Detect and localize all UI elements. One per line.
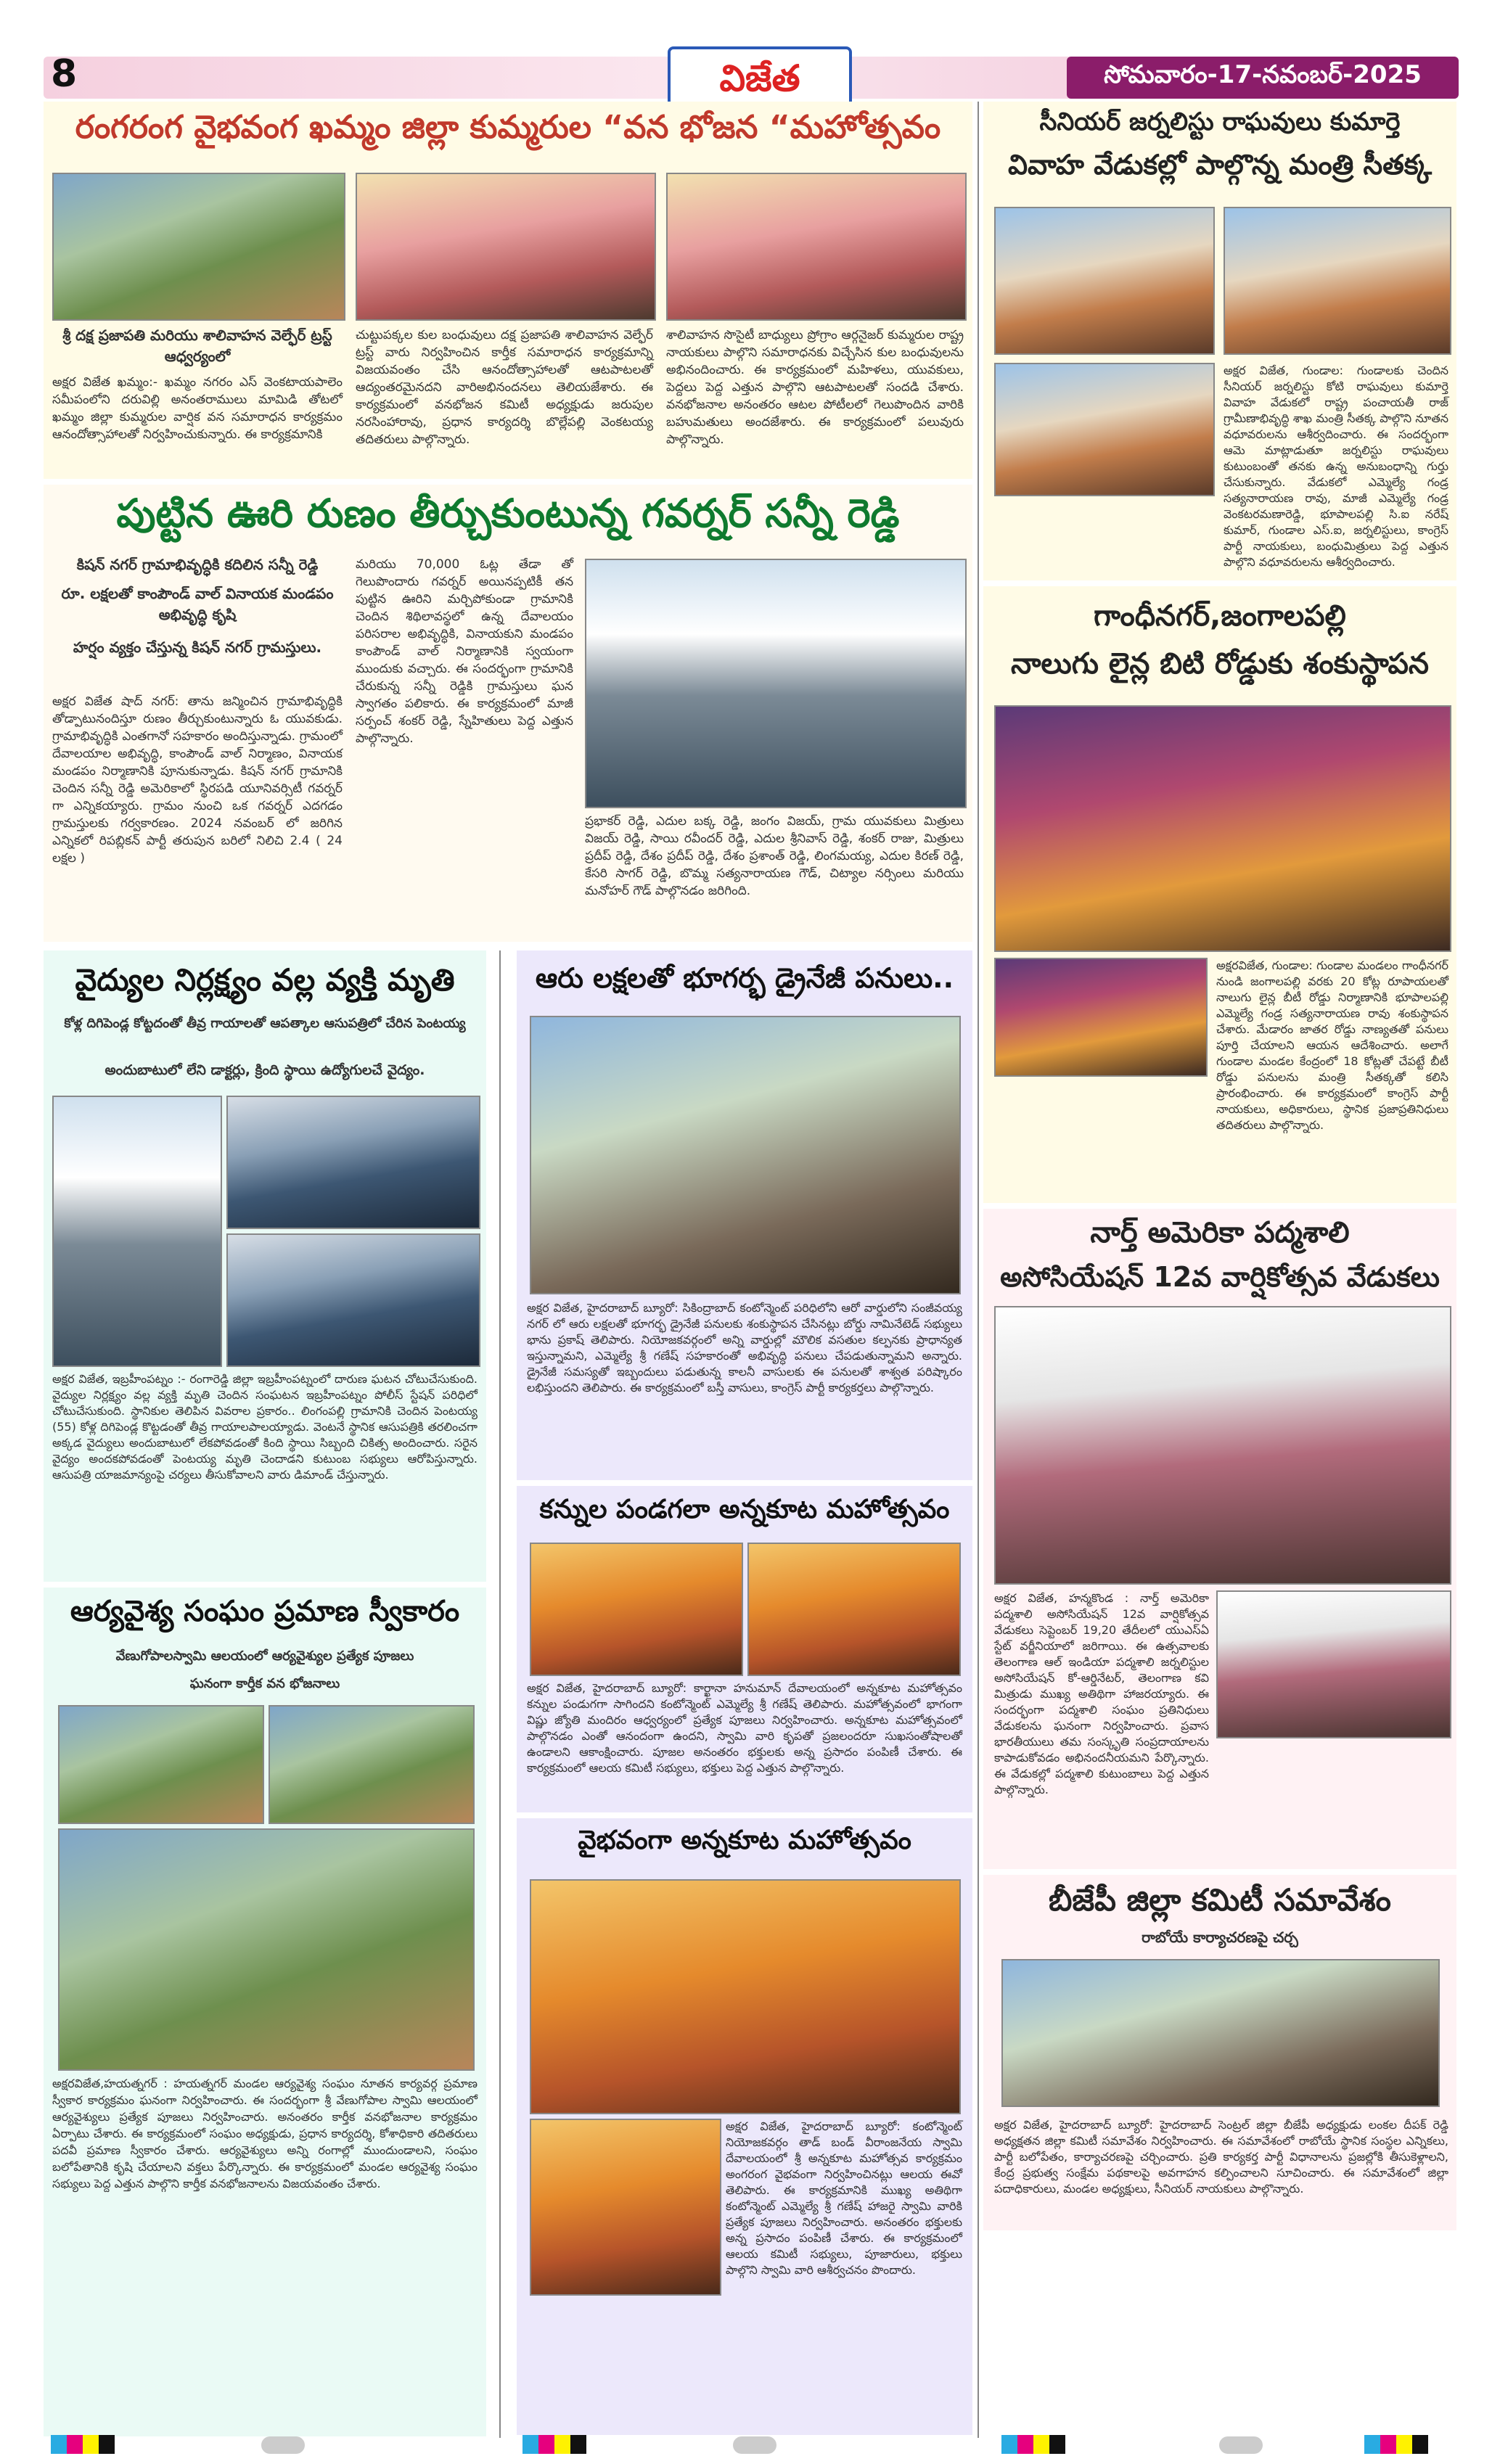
story-seethakka-body: అక్షర విజేత, గుండాల: గుండాలకు చెందిన సీనియర్ జర్నలిస్టు కోటి రాఘవులు కుమార్తె వివాహ వేడుకలో రాష్ట్ర పంచాయతీ రాజ్ గ్రామీణాభివృద్ధి శాఖ మంత్రి సీతక్క పాల్గొని నూతన వధూవరులను ఆశీర్వదించారు. ఈ సందర్భంగా ఆమె మాట్లాడుతూ జర్నలిస్టు రాఘవులు కుటుంబంతో తనకు ఉన్న అనుబంధాన్ని గుర్తు చేసుకున్నారు. వేడుకలో ఎమ్మెల్యే గండ్ర సత్యనారాయణ రావు, మాజీ ఎమ్మెల్యే గండ్ర వెంకటరమణారెడ్డి, భూపాలపల్లి సి.ఐ నరేష్ కుమార్, గుండాల ఎస్.ఐ, జర్నలిస్టులు, కాంగ్రెస్ పార్టీ నాయకులు, బంధుమిత్రులు పెద్ద ఎత్తున పాల్గొని వధూవరులను ఆశీర్వదించారు. xyxy=(1224,364,1448,569)
story-negligence-sub2: అందుబాటులో లేని డాక్టర్లు, క్రింది స్థాయి ఉద్యోగులచే వైద్యం. xyxy=(104,1062,425,1078)
story-bjp-body: అక్షర విజేత, హైదరాబాద్ బ్యూరో: హైదరాబాద్ సెంట్రల్ జిల్లా బీజేపీ అధ్యక్షుడు లంకల దీపక్ రెడ్డి అధ్యక్షతన జిల్లా కమిటీ సమావేశం నిర్వహించారు. ఈ సమావేశంలో రాబోయే స్థానిక సంస్థల ఎన్నికలు, పార్టీ బలోపేతం, కార్యాచరణపై చర్చించారు. ప్రతి కార్యకర్త పార్టీ విధానాలను ప్రజల్లోకి తీసుకెళ్లాలని, కేంద్ర ప్రభుత్వ సంక్షేమ పథకాలపై అవగాహన కల్పించాలని సూచించారు. ఈ సమావేశంలో జిల్లా పదాధికారులు, మండల అధ్యక్షులు, సీనియర్ నాయకులు పాల్గొన్నారు. xyxy=(994,2118,1448,2196)
photo-aryavysya-group xyxy=(269,1705,475,1824)
story-vanabhojanam-col1: అక్షర విజేత ఖమ్మం:- ఖమ్మం నగరం ఎస్ వెంకటాయపాలెం సమీపంలోని దరువిల్లి అనంతరాములు మామిడి తోటలో ఖమ్మం జిల్లా కుమ్మరుల వార్షిక వన సమారాధన కార్యక్రమం ఆనందోత్సాహాలతో నిర్వహించుకున్నారు. ఈ కార్యక్రమానికి xyxy=(52,375,343,442)
photo-aryavysya-puja xyxy=(58,1705,264,1824)
story-sunny-reddy-col1: అక్షర విజేత షాద్ నగర్: తాను జన్మించిన గ్రామాభివృద్ధికి తోడ్పాటునందిస్తూ రుణం తీర్చుకుంటున్నారు ఓ యువకుడు. గ్రామాభివృద్ధికి ఎంతగానో సహకారం అందిస్తున్నాడు. గ్రామంలో దేవాలయాల అభివృద్ధి, కాంపౌండ్ వాల్ నిర్మాణం, వినాయక మండపం నిర్మాణానికి పూనుకున్నాడు. కిషన్ నగర్ గ్రామానికి చెందిన సన్నీ రెడ్డి అమెరికాలో స్థిరపడి యూనివర్సిటీ గవర్నర్ గా ఎన్నికయ్యారు. గ్రామం నుంచి ఒక గవర్నర్ ఎదగడం గ్రామస్తులకు గర్వకారణం. 2024 నవంబర్ లో జరిగిన ఎన్నికలో రిపబ్లికన్ పార్టీ తరుపున బరిలో నిలిచి 2.4 ( 24 లక్షల ) xyxy=(52,694,343,866)
registration-mark-4 xyxy=(1364,2435,1428,2454)
page-number: 8 xyxy=(51,52,78,96)
story-aryavysya-sub2: ఘనంగా కార్తీక వన భోజనాలు xyxy=(189,1676,340,1691)
story-padmashali-headline-top: నార్త్ అమెరికా పద్మశాలి xyxy=(1090,1216,1350,1249)
story-sunny-reddy-sub3: హర్షం వ్యక్తం చేస్తున్న కిషన్ నగర్ గ్రామస్తులు. xyxy=(73,638,322,656)
story-negligence-sub1: కోళ్ల దిగిపెండ్ల కోట్టదంతో తీవ్ర గాయాలతో ఆపత్కాల ఆసుపత్రిలో చేరిన పెంటయ్య xyxy=(64,1016,466,1031)
masthead-text: విజేత xyxy=(719,57,800,99)
story-sunny-reddy-sub1: కిషన్ నగర్ గ్రామాభివృద్ధికి కదిలిన సన్నీ రెడ్డి xyxy=(76,556,319,573)
photo-seethakka-1 xyxy=(994,207,1215,355)
story-aryavysya-body: అక్షరవిజేత,హయత్నగర్ : హయత్నగర్ మండల ఆర్యవైశ్య సంఘం నూతన కార్యవర్గ ప్రమాణ స్వీకార కార్యక్రమం ఘనంగా నిర్వహించారు. ఈ సందర్భంగా శ్రీ వేణుగోపాల స్వామి ఆలయంలో ఆర్యవైశ్యులు ప్రత్యేక పూజలు నిర్వహించారు. అనంతరం కార్తీక వనభోజనాల కార్యక్రమం ఏర్పాటు చేశారు. ఈ కార్యక్రమంలో సంఘం అధ్యక్షుడు, ప్రధాన కార్యదర్శి, కోశాధికారి తదితరులు పదవీ ప్రమాణ స్వీకారం చేశారు. ఆర్యవైశ్యులు అన్ని రంగాల్లో ముందుండాలని, సంఘం బలోపేతానికి కృషి చేయాలని వక్తలు పేర్కొన్నారు. ఈ కార్యక్రమంలో మండల ఆర్యవైశ్య సంఘం సభ్యులు పెద్ద ఎత్తున పాల్గొని కార్తీక వనభోజనాలను విజయవంతం చేశారు. xyxy=(52,2077,478,2190)
story-aryavysya-headline: ఆర్యవైశ్య సంఘం ప్రమాణ స్వీకారం xyxy=(70,1595,460,1628)
photo-padmashali-2 xyxy=(1216,1590,1451,1738)
story-annakuta-1-body: అక్షర విజేత, హైదరాబాద్ బ్యూరో: కార్ఖానా హనుమాన్ దేవాలయంలో అన్నకూట మహోత్సవం కన్నుల పండుగగా సాగిందని కంటోన్మెంట్ ఎమ్మెల్యే శ్రీ గణేష్ తెలిపారు. మహోత్సవంలో భాగంగా విష్ణు జ్యోతి మందిరం ఆధ్వర్యంలో ప్రత్యేక పూజలు నిర్వహించారు. అన్నకూట మహోత్సవంలో పాల్గొనడం ఎంతో ఆనందంగా ఉందని, స్వామి వారి కృపతో ప్రజలందరూ సుఖసంతోషాలతో ఉండాలని ఆకాంక్షించారు. పూజల అనంతరం భక్తులకు అన్న ప్రసాదం పంపిణీ చేశారు. ఈ కార్యక్రమంలో ఆలయ కమిటీ సభ్యులు, భక్తులు పెద్ద ఎత్తున పాల్గొన్నారు. xyxy=(527,1681,962,1775)
photo-annakuta-2-small xyxy=(530,2119,721,2296)
story-bjp-headline: బీజేపీ జిల్లా కమిటీ సమావేశం xyxy=(1049,1882,1391,1918)
photo-sunny-reddy xyxy=(585,559,967,808)
photo-hospital-patient-1 xyxy=(226,1096,480,1229)
registration-pill-2 xyxy=(733,2436,776,2454)
photo-annakuta-2-main xyxy=(530,1879,961,2114)
story-padmashali-headline-bottom: అసోసియేషన్ 12వ వార్షికోత్సవ వేడుకలు xyxy=(1000,1261,1440,1293)
photo-bjp-meeting xyxy=(1001,1959,1440,2107)
registration-mark-2 xyxy=(522,2435,586,2454)
story-vanabhojanam-col2: చుట్టుపక్కల కుల బంధువులు దక్ష ప్రజాపతి శాలివాహన వెల్ఫేర్ ట్రస్ట్ వారు నిర్వహించిన కార్తీక సమారాధన కార్యక్రమాన్ని విజయవంతం చేసి ఆనందోత్సాహాలతో ఆటపాటలతో ఆద్యంతరమైనదని వారిఅభినందనలు తెలియజేశారు. ఈ కార్యక్రమంలో వనభోజన కమిటీ అధ్యక్షుడు జరుపుల నరసింహారావు, ప్రధాన కార్యదర్శి బొల్లేపల్లి వెంకటయ్య తదితరులు పాల్గొన్నారు. xyxy=(356,328,653,447)
registration-pill-1 xyxy=(261,2436,305,2454)
story-padmashali-body: అక్షర విజేత, హన్మకొండ : నార్త్ అమెరికా పద్మశాలి అసోసియేషన్ 12వ వార్షికోత్సవ వేడుకలు సెప్టెంబర్ 19,20 తేదీలలో యుఎస్ఏ స్టేట్ వర్జీనియాలో జరిగాయి. ఈ ఉత్సవాలకు తెలంగాణ ఆల్ ఇండియా పద్మశాలి జర్నలిస్టుల అసోసియేషన్ కో-ఆర్డినేటర్, తెలంగాణ కవి మిత్రుడు ముఖ్య అతిథిగా హాజరయ్యారు. ఈ సందర్భంగా పద్మశాలి సంఘం ప్రతినిధులు వేడుకలను ఘనంగా నిర్వహించారు. ప్రవాస భారతీయులు తమ సంస్కృతి సంప్రదాయాలను కాపాడుకోవడం అభినందనీయమని పేర్కొన్నారు. ఈ వేడుకల్లో పద్మశాలి కుటుంబాలు పెద్ద ఎత్తున పాల్గొన్నారు. xyxy=(994,1591,1209,1796)
story-negligence-headline: వైద్యుల నిర్లక్ష్యం వల్ల వ్యక్తి మృతి xyxy=(75,962,455,998)
photo-drainage-works xyxy=(530,1016,961,1294)
issue-date: సోమవారం-17-నవంబర్-2025 xyxy=(1067,57,1459,99)
story-seethakka-headline-top: సీనియర్ జర్నలిస్టు రాఘవులు కుమార్తె xyxy=(1039,107,1401,136)
photo-vanabhojanam-3 xyxy=(666,173,967,321)
photo-vanabhojanam-1 xyxy=(52,173,345,321)
photo-seethakka-3 xyxy=(994,363,1215,496)
story-road-headline-top: గాంధీనగర్,జంగాలపల్లి xyxy=(1094,599,1346,633)
registration-pill-3 xyxy=(1219,2436,1263,2454)
photo-vanabhojanam-2 xyxy=(356,173,656,321)
story-negligence-body: అక్షర విజేత, ఇబ్రహీంపట్నం :- రంగారెడ్డి జిల్లా ఇబ్రహీంపట్నంలో దారుణ ఘటన చోటుచేసుకుంది. వైద్యుల నిర్లక్ష్యం వల్ల వ్యక్తి మృతి చెందిన సంఘటన ఇబ్రహీంపట్నం పోలీస్ స్టేషన్ పరిధిలో చోటుచేసుకుంది. స్థానికుల తెలిపిన వివరాల ప్రకారం.. లింగంపల్లి గ్రామానికి చెందిన పెంటయ్య (55) కోళ్ల దిగిపెండ్ల కొట్టడంతో తీవ్ర గాయాలపాలయ్యాడు. వెంటనే స్థానిక ఆసుపత్రికి తరలించగా అక్కడ వైద్యులు అందుబాటులో లేకపోవడంతో కింది స్థాయి సిబ్బంది చికిత్స అందించారు. సరైన వైద్యం అందకపోవడంతో పెంటయ్య మృతి చెందాడని కుటుంబ సభ్యులు ఆరోపిస్తున్నారు. ఆసుపత్రి యాజమాన్యంపై చర్యలు తీసుకోవాలని వారు డిమాండ్ చేస్తున్నారు. xyxy=(52,1372,478,1482)
column-rule-right xyxy=(978,102,979,2438)
photo-annakuta-1a xyxy=(530,1543,743,1676)
photo-padmashali-stage xyxy=(994,1306,1451,1585)
story-sunny-reddy-col2: మరియు 70,000 ఓట్ల తేడా తో గెలుపొందారు గవర్నర్ అయినప్పటికీ తన పుట్టిన ఊరిని మర్చిపోకుండా గ్రామానికి చెందిన శిథిలావస్థలో ఉన్న దేవాలయం పరిసరాల అభివృద్ధికి, వినాయకుని మండపం కాంపౌండ్ వాల్ నిర్మాణానికి స్వయంగా ముందుకు వచ్చారు. ఈ సందర్భంగా గ్రామానికి చేరుకున్న సన్నీ రెడ్డికి గ్రామస్తులు ఘన స్వాగతం పలికారు. ఈ కార్యక్రమంలో మాజీ సర్పంచ్ శంకర్ రెడ్డి, స్నేహితులు పెద్ద ఎత్తున పాల్గొన్నారు. xyxy=(356,557,573,746)
photo-aryavysya-temple xyxy=(58,1828,475,2071)
story-aryavysya-sub1: వేణుగోపాలస్వామి ఆలయంలో ఆర్యవైశ్యుల ప్రత్యేక పూజలు xyxy=(115,1648,414,1664)
story-bjp-sub: రాబోయే కార్యాచరణపై చర్చ xyxy=(1142,1929,1298,1946)
registration-mark-3 xyxy=(1001,2435,1065,2454)
story-sunny-reddy-headline: పుట్టిన ఊరి రుణం తీర్చుకుంటున్న గవర్నర్ సన్నీ రెడ్డి xyxy=(116,490,900,536)
story-seethakka-body-cont xyxy=(994,501,1448,577)
story-seethakka-headline-bottom: వివాహ వేడుకల్లో పాల్గొన్న మంత్రి సీతక్క xyxy=(1008,149,1432,181)
story-road-headline-bottom: నాలుగు లైన్ల బిటి రోడ్డుకు శంకుస్థాపన xyxy=(1011,647,1429,681)
story-sunny-reddy-sub2: రూ. లక్షలతో కాంపౌండ్ వాల్ వినాయక మండపం అభివృద్ధి కృషి xyxy=(61,585,334,623)
story-annakuta-2-headline: వైభవంగా అన్నకూట మహోత్సవం xyxy=(578,1826,911,1855)
story-annakuta-2-body: అక్షర విజేత, హైదరాబాద్ బ్యూరో: కంటోన్మెంట్ నియోజకవర్గం తాడ్ బండ్ వీరాంజనేయ స్వామి దేవాలయంలో శ్రీ అన్నకూట మహోత్సవ కార్యక్రమం అంగరంగ వైభవంగా నిర్వహించినట్లు ఆలయ ఈవో తెలిపారు. ఈ కార్యక్రమానికి ముఖ్య అతిథిగా కంటోన్మెంట్ ఎమ్మెల్యే శ్రీ గణేష్ హాజరై స్వామి వారికి ప్రత్యేక పూజలు నిర్వహించారు. అనంతరం భక్తులకు అన్న ప్రసాదం పంపిణీ చేశారు. ఈ కార్యక్రమంలో ఆలయ కమిటీ సభ్యులు, పూజారులు, భక్తులు పాల్గొని స్వామి వారి ఆశీర్వచనం పొందారు. xyxy=(726,2119,962,2277)
photo-hospital-exterior xyxy=(52,1096,222,1367)
story-annakuta-1-headline: కన్నుల పండగలా అన్నకూట మహోత్సవం xyxy=(539,1495,950,1524)
story-drainage-body: అక్షర విజేత, హైదరాబాద్ బ్యూరో: సికింద్రాబాద్ కంటోన్మెంట్ పరిధిలోని ఆరో వార్డులోని సంజీవయ్య నగర్ లో ఆరు లక్షలతో భూగర్భ డ్రైనేజీ పనులకు శంకుస్థాపన చేసినట్లు బోర్డు నామినేటెడ్ సభ్యులు భాను ప్రకాష్ తెలిపారు. నియోజకవర్గంలో అన్ని వార్డుల్లో మౌలిక వసతుల కల్పనకు ప్రాధాన్యత ఇస్తున్నామని, ఎమ్మెల్యే శ్రీ గణేష్ సహకారంతో అభివృద్ధి పనులు చేపడుతున్నామని అన్నారు. డ్రైనేజీ సమస్యతో ఇబ్బందులు పడుతున్న కాలనీ వాసులకు ఈ పనులతో శాశ్వత పరిష్కారం లభిస్తుందని తెలిపారు. ఈ కార్యక్రమంలో బస్తీ వాసులు, కాంగ్రెస్ పార్టీ కార్యకర్తలు పాల్గొన్నారు. xyxy=(527,1301,962,1395)
registration-mark-1 xyxy=(51,2435,115,2454)
story-vanabhojanam-headline: రంగరంగ వైభవంగ ఖమ్మం జిల్లా కుమ్మరుల “వన భోజన “మహోత్సవం xyxy=(75,109,941,146)
photo-road-puja xyxy=(994,958,1208,1077)
photo-seethakka-2 xyxy=(1224,207,1451,355)
story-vanabhojanam-caption: శ్రీ దక్ష ప్రజాపతి మరియు శాలివాహన వెల్ఫేర్ ట్రస్ట్ ఆధ్వర్యంలో xyxy=(62,327,332,365)
photo-annakuta-1b xyxy=(747,1543,961,1676)
photo-road-ceremony xyxy=(994,705,1451,952)
column-rule-left xyxy=(499,950,501,2438)
story-road-body: అక్షరవిజేత, గుండాల: గుండాల మండలం గాంధీనగర్ నుండి జంగాలపల్లి వరకు 20 కోట్ల రూపాయలతో నాలుగు లైన్ల బీటీ రోడ్డు నిర్మాణానికి భూపాలపల్లి ఎమ్మెల్యే గండ్ర సత్యనారాయణ రావు శంకుస్థాపన చేశారు. మేడారం జాతర రోడ్డు నాణ్యతతో పనులు పూర్తి చేయాలని ఆయన ఆదేశించారు. అలాగే గుండాల మండల కేంద్రంలో 18 కోట్లతో చేపట్టే బీటీ రోడ్డు పనులను మంత్రి సీతక్కతో కలిసి ప్రారంభించారు. ఈ కార్యక్రమంలో కాంగ్రెస్ పార్టీ నాయకులు, అధికారులు, స్థానిక ప్రజాప్రతినిధులు తదితరులు పాల్గొన్నారు. xyxy=(1216,958,1448,1132)
story-sunny-reddy-col3: ప్రభాకర్ రెడ్డి, ఎదుల బక్క రెడ్డి, జంగం విజయ్, గ్రామ యువకులు మిత్రులు విజయ్ రెడ్డి, సాయి రవీందర్ రెడ్డి, ఎదుల శ్రీనివాస్ రెడ్డి, శంకర్ రాజు, మిత్రులు ప్రదీప్ రెడ్డి, దేశం ప్రదీప్ రెడ్డి, దేశం ప్రశాంత్ రెడ్డి, లింగమయ్య, ఎదుల కిరణ్ రెడ్డి, కేసరి సాగర్ రెడ్డి, బొమ్మ సత్యనారాయణ గౌడ్, చిట్యాల నర్సింలు మరియు మనోహర్ గౌడ్ పాల్గొనడం జరిగింది. xyxy=(585,814,964,898)
photo-hospital-patient-2 xyxy=(226,1233,480,1367)
story-vanabhojanam-col3: శాలివాహన సొసైటీ బాధ్యులు ప్రోగ్రాం ఆర్గనైజర్ కుమ్మరుల రాష్ట్ర నాయకులు పాల్గొని సమారాధనకు విచ్చేసిన కుల బంధువులను అభినందించారు. ఈ కార్యక్రమంలో మహిళలు, యువకులు, పెద్దలు పెద్ద ఎత్తున పాల్గొని ఆటపాటలతో సందడి చేశారు. వనభోజనాల అనంతరం ఆటల పోటీలలో గెలుపొందిన వారికి బహుమతులు అందజేశారు. ఈ కార్యక్రమంలో పలువురు పాల్గొన్నారు. xyxy=(666,328,964,447)
story-drainage-headline: ఆరు లక్షలతో భూగర్భ డ్రైనేజీ పనులు.. xyxy=(535,962,954,994)
